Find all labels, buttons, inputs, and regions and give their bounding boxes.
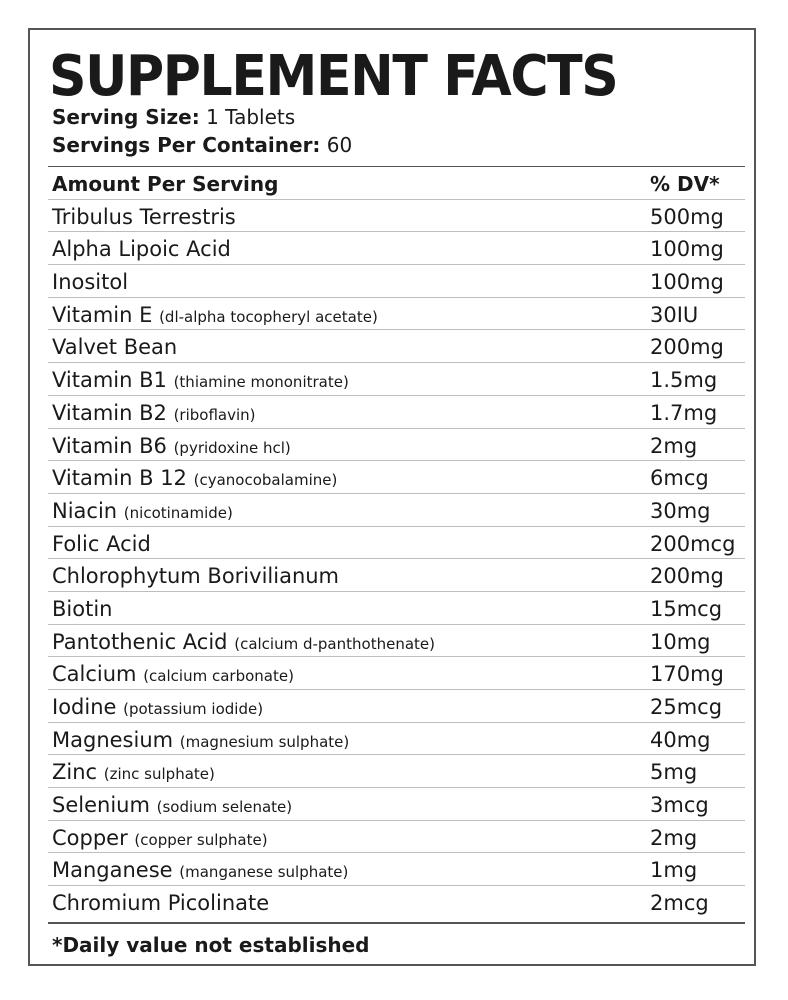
nutrient-main-name: Vitamin B6 [52,433,167,458]
table-row [48,330,745,363]
table-row [48,690,745,723]
nutrient-source: (nicotinamide) [123,503,233,522]
nutrient-main-name: Zinc [52,760,98,785]
nutrient-amount: 1.7mg [650,400,718,425]
table-row [48,821,745,854]
nutrient-name [52,856,348,886]
table-row [48,494,745,527]
serving-size-value: 1 Tablets [206,105,296,129]
nutrient-main-name: Chlorophytum Borivilianum [52,564,340,589]
nutrient-source: (calcium carbonate) [143,667,294,686]
nutrient-name [52,301,378,331]
nutrient-main-name: Vitamin E [52,302,153,327]
table-row [48,625,745,658]
nutrient-main-name: Manganese [52,858,173,883]
nutrient-name [52,758,215,788]
nutrient-main-name: Biotin [52,596,113,621]
nutrient-main-name: Vitamin B2 [52,400,167,425]
nutrient-source: (sodium selenate) [156,798,293,817]
nutrient-name [52,693,263,723]
nutrient-main-name: Valvet Bean [52,335,178,360]
nutrient-amount: 5mg [650,760,698,785]
servings-per-container-value: 60 [326,133,353,157]
table-row [48,527,745,560]
nutrient-amount: 30IU [650,302,699,327]
nutrient-source: (riboflavin) [173,405,256,424]
nutrient-name [52,726,349,756]
nutrient-amount: 2mg [650,433,698,458]
table-row [48,657,745,690]
nutrient-main-name: Folic Acid [52,531,151,556]
table-row [48,461,745,494]
table-row [48,200,745,233]
nutrient-name [52,530,151,558]
nutrient-name [52,432,291,462]
table-row [48,265,745,298]
table-header [48,167,745,200]
footer-divider [48,922,745,924]
nutrient-main-name: Tribulus Terrestris [52,204,236,229]
serving-size-label: Serving Size: [52,105,200,129]
table-row [48,723,745,756]
nutrient-name [52,889,269,917]
nutrient-amount: 2mg [650,825,698,850]
nutrient-main-name: Copper [52,825,128,850]
nutrient-main-name: Pantothenic Acid [52,629,228,654]
table-row [48,298,745,331]
table-row [48,363,745,396]
nutrient-source: (magnesium sulphate) [179,732,350,751]
nutrient-amount: 10mg [650,629,711,654]
table-row [48,429,745,462]
nutrient-rows [48,200,745,919]
nutrient-name [52,824,268,854]
table-row [48,592,745,625]
servings-per-container [52,132,352,158]
table-row [48,396,745,429]
nutrient-table [48,166,745,919]
servings-per-container-label: Servings Per Container: [52,133,321,157]
nutrient-amount: 1.5mg [650,368,718,393]
amount-per-serving-header: Amount Per Serving [52,172,279,196]
nutrient-name [52,333,177,361]
nutrient-amount: 200mg [650,564,724,589]
nutrient-amount: 200mcg [650,531,736,556]
nutrient-name [52,366,349,396]
nutrient-source: (copper sulphate) [134,830,268,849]
nutrient-main-name: Calcium [52,662,137,687]
table-row [48,853,745,886]
nutrient-name [52,791,292,821]
nutrient-source: (thiamine mononitrate) [173,373,349,392]
nutrient-main-name: Vitamin B 12 [52,466,187,491]
daily-value-header: % DV* [650,172,720,196]
nutrient-amount: 40mg [650,727,711,752]
supplement-facts-panel [28,28,756,966]
nutrient-name [52,595,112,623]
nutrient-source: (manganese sulphate) [179,863,349,882]
nutrient-source: (zinc sulphate) [103,765,215,784]
table-row [48,886,745,919]
nutrient-amount: 6mcg [650,466,709,491]
nutrient-source: (calcium d-panthothenate) [234,634,435,653]
nutrient-name [52,562,339,590]
nutrient-name [52,203,236,231]
table-row [48,755,745,788]
nutrient-source: (pyridoxine hcl) [173,438,291,457]
nutrient-name [52,497,233,527]
nutrient-main-name: Chromium Picolinate [52,891,270,916]
nutrient-main-name: Selenium [52,793,150,818]
nutrient-amount: 100mg [650,237,724,262]
nutrient-name [52,660,294,690]
nutrient-amount: 25mcg [650,695,723,719]
nutrient-name [52,628,435,658]
nutrient-amount: 30mg [650,498,711,523]
nutrient-source: (potassium iodide) [123,700,264,718]
nutrient-name [52,235,231,263]
nutrient-name [52,464,337,494]
table-row [48,232,745,265]
nutrient-main-name: Magnesium [52,727,174,752]
nutrient-main-name: Iodine [52,695,117,719]
nutrient-main-name: Niacin [52,498,118,523]
table-row [48,559,745,592]
nutrient-amount: 15mcg [650,596,723,621]
panel-title: SUPPLEMENT FACTS [49,44,618,109]
nutrient-amount: 500mg [650,204,724,229]
nutrient-name [52,268,128,296]
serving-size [52,104,295,130]
footnote: *Daily value not established [52,933,370,957]
nutrient-main-name: Vitamin B1 [52,368,167,393]
table-row [48,788,745,821]
nutrient-amount: 2mcg [650,891,709,916]
nutrient-amount: 170mg [650,662,724,687]
nutrient-amount: 100mg [650,270,724,295]
nutrient-amount: 1mg [650,858,698,883]
nutrient-source: (cyanocobalamine) [193,471,338,490]
nutrient-name [52,399,256,429]
nutrient-amount: 3mcg [650,793,709,818]
nutrient-main-name: Inositol [52,270,129,295]
nutrient-main-name: Alpha Lipoic Acid [52,237,231,262]
nutrient-source: (dl-alpha tocopheryl acetate) [159,307,378,326]
nutrient-amount: 200mg [650,335,724,360]
